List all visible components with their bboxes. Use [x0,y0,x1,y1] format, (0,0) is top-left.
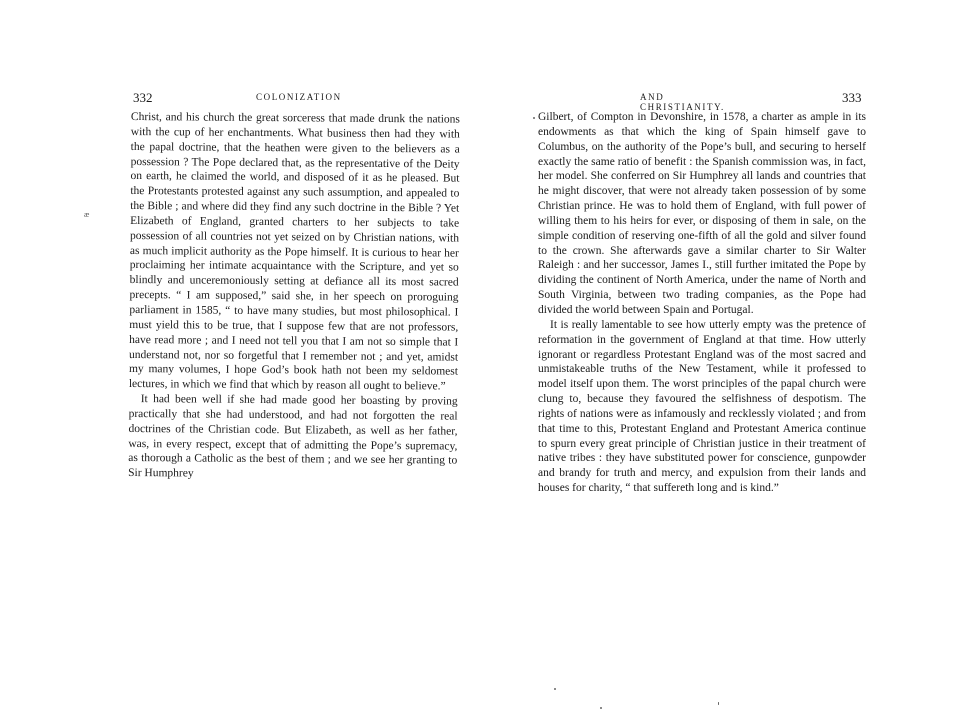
scan-speck [718,702,719,705]
right-page-number: 333 [842,90,862,105]
right-paragraph-2: It is really lamentable to see how utterly empty was the pretence of reformation in the government of England at that time. How utterly ignorant or regardless Protestant England was of the most sacred and unmistakeable truths of the New Testament, while it professed to model itself upon them. The worst principles of the papal church were clung to, because they favoured the selfishness of despotism. The rights of nations were as infamously and recklessly violated ; and from that time to this, Protestant England and Protestant America continue to spurn every great principle of Christian justice in their treatment of native tribes : they have substituted power for conscience, gunpowder and brandy for truth and mercy, and expulsion from their lands and houses for charity, “ that suffereth long and is kind.” [538,318,866,495]
scan-speck [533,117,535,119]
left-paragraph-2: It had been well if she had made good her boasting by proving practically that she had understood, and had not forgotten the real doctrines of the Christian code. But Elizabeth, as well as her father, was, in every respect, except that of admitting the Pope’s supremacy, as thorough a Catholic as the best of them ; and we see her granting to Sir Humphrey [128,393,458,480]
left-running-head: COLONIZATION [256,92,342,102]
scan-speck [554,688,556,690]
margin-mark: æ [84,210,90,219]
right-body-text [538,110,866,496]
right-page [490,0,960,720]
left-body-text [128,110,460,484]
right-running-head: AND CHRISTIANITY. [640,92,725,112]
left-page [0,0,470,720]
scan-speck [600,707,602,709]
right-paragraph-1: Gilbert, of Compton in Devonshire, in 1578, a charter as ample in its endowments as that which the king of Spain himself gave to Columbus, on the authority of the Pope’s bull, and securing to herself exactly the same ratio of benefit : the Spanish commission was, in fact, her model. She conferred on Sir Humphrey all lands and countries that he might discover, that were not already taken possession of by some Christian prince. He was to hold them of England, with full power of willing them to his heirs for ever, or disposing of them in sale, on the simple condition of reserving one-fifth of all the gold and silver found to the crown. She afterwards gave a similar charter to Sir Walter Raleigh : and her successor, James I., still further imitated the Pope by dividing the continent of North America, under the name of North and South Virginia, between two trading companies, as the Pope had divided the world between Spain and Portugal. [538,111,866,316]
left-page-number: 332 [133,90,153,105]
left-paragraph-1: Christ, and his church the great sorceress that made drunk the nations with the cup of her enchantments. What business then had they with the papal doctrine, that the heathen were given to the believers as a possession ? The Pope declared that, as the representative of the Deity on earth, he claimed the world, and disposed of it as he pleased. But the Protestants protested against any such assumption, and appealed to the Bible ; and where did they find any such doctrine in the Bible ? Yet Elizabeth of England, granted charters to her subjects to take possession of all countries not yet seized on by Christian nations, with as much implicit authority as the Pope himself. It is curious to hear her proclaiming her intimate acquaintance with the Scripture, and yet so blindly and unceremoniously setting at defiance all its most sacred precepts. “ I am supposed,” said she, in her speech on proroguing parliament in 1585, “ to have many studies, but most philosophical. I must yield this to be true, that I suppose few that are not professors, have read more ; and I need not tell you that I am not so simple that I understand not, nor so forgetful that I remember not ; and yet, amidst my many volumes, I hope God’s book hath not been my seldomest lectures, in which we find that which by reason all ought to believe.” [128,110,460,393]
